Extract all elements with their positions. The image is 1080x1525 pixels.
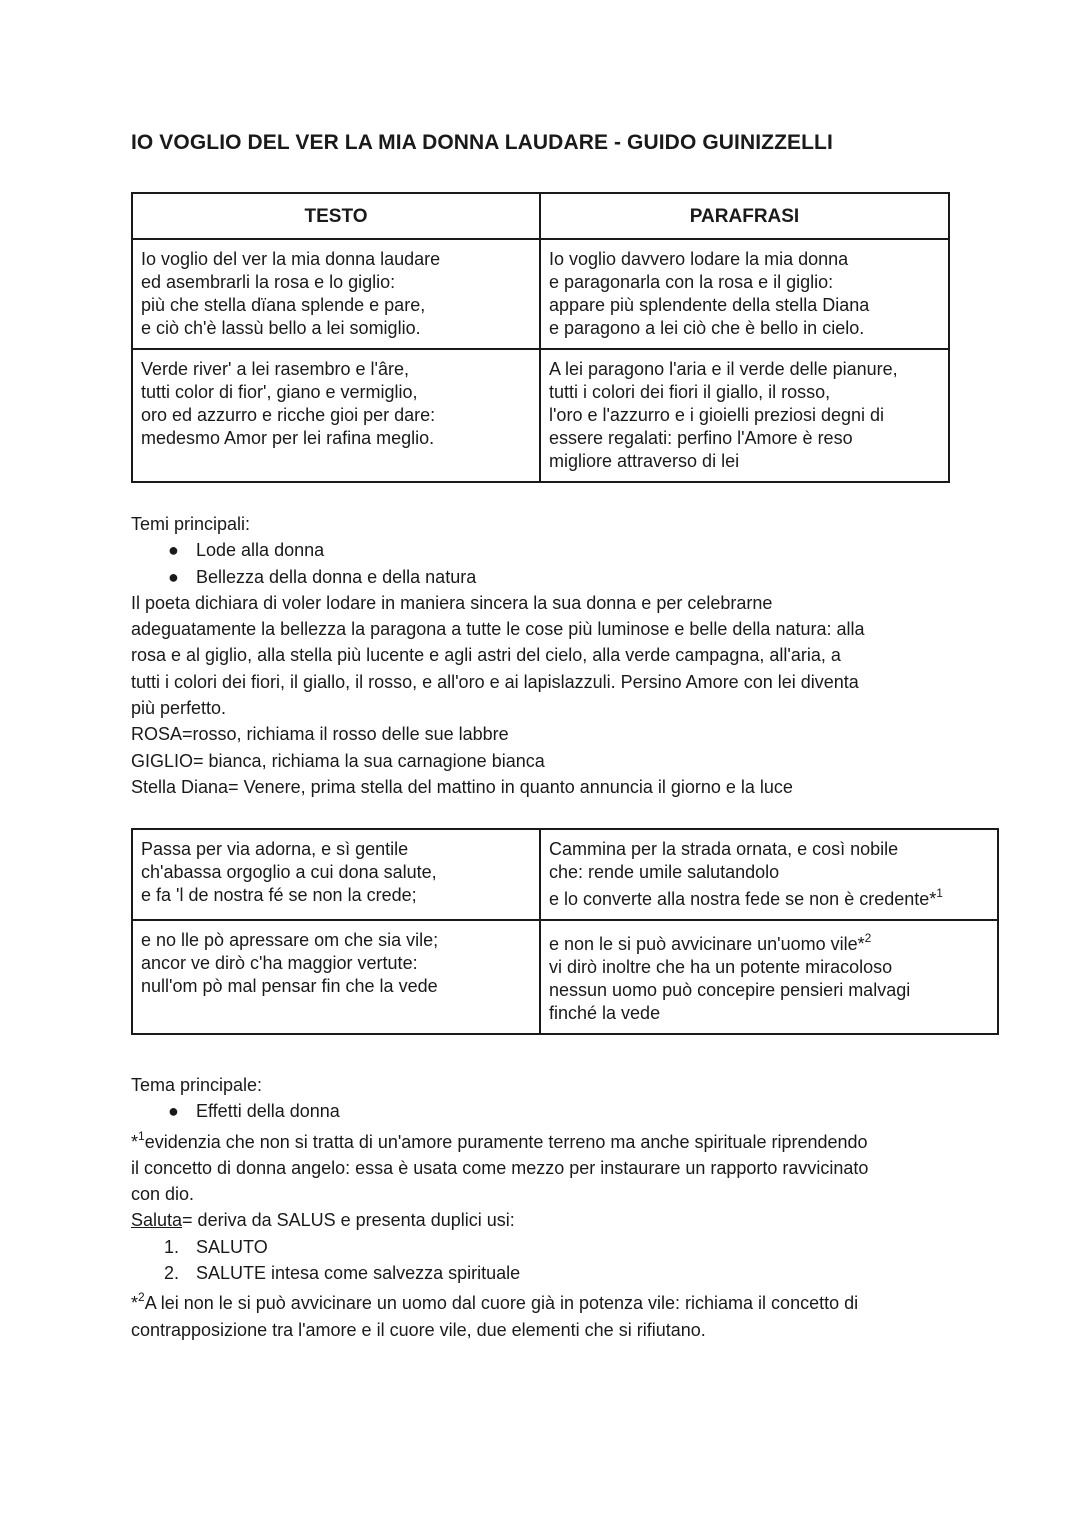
verse-line: Io voglio del ver la mia donna laudare: [141, 249, 441, 269]
paraphrase-line: Io voglio davvero lodare la mia donna: [549, 249, 849, 269]
footnote-2-line: contrapposizione tra l'amore e il cuore vile, due elementi che si rifiutano.: [131, 1319, 706, 1340]
paraphrase-line-footnoted: [549, 933, 989, 956]
verse-line: medesmo Amor per lei rafina meglio.: [141, 428, 435, 448]
numbered-list: [131, 1234, 971, 1287]
parafrasi-cell: [540, 920, 998, 1034]
footnote-number: 2: [138, 1290, 145, 1305]
list-number: 2.: [164, 1263, 180, 1284]
verse-line: ancor ve dirò c'ha maggior vertute:: [141, 953, 418, 973]
parafrasi-cell: [540, 349, 949, 482]
column-header-parafrasi: PARAFRASI: [540, 193, 949, 239]
footnote-text: evidenzia che non si tratta di un'amore puramente terreno ma anche spirituale riprendendo: [144, 1131, 868, 1152]
testo-cell: [132, 920, 540, 1034]
paraphrase-line: A lei paragono l'aria e il verde delle pianure,: [549, 359, 898, 379]
column-header-testo: TESTO: [132, 193, 540, 239]
poem-table-2: [131, 828, 999, 1035]
footnote-ref: 2: [864, 931, 872, 945]
paraphrase-line: l'oro e l'azzurro e i gioielli preziosi degni di: [549, 405, 885, 425]
paraphrase-line: Cammina per la strada ornata, e così nobile: [549, 839, 899, 859]
list-item-text: Effetti della donna: [196, 1101, 340, 1122]
section-themes: [131, 511, 971, 800]
section-heading: Temi principali:: [131, 514, 251, 534]
paraphrase-line-footnoted: [549, 888, 989, 911]
paragraph-line: adeguatamente la bellezza la paragona a tutte le cose più luminose e belle della natura: alla: [131, 619, 865, 640]
verse-line: null'om pò mal pensar fin che la vede: [141, 976, 438, 996]
paragraph-line: Il poeta dichiara di voler lodare in maniera sincera la sua donna e per celebrarne: [131, 592, 773, 613]
verse-line: Passa per via adorna, e sì gentile: [141, 839, 409, 859]
table-row: [132, 829, 998, 920]
paraphrase-text: e lo converte alla nostra fede se non è credente*: [549, 889, 937, 909]
paraphrase-line: che: rende umile salutandolo: [549, 862, 780, 882]
verse-line: tutti color di fior', giano e vermiglio,: [141, 382, 418, 402]
list-item-text: SALUTE intesa come salvezza spirituale: [196, 1263, 521, 1284]
footnote-text: A lei non le si può avvicinare un uomo dal cuore già in potenza vile: richiama il concetto di: [144, 1293, 859, 1314]
bullet-icon: ●: [168, 540, 179, 561]
table-row: [132, 349, 949, 482]
list-number: 1.: [164, 1236, 180, 1257]
page-title: IO VOGLIO DEL VER LA MIA DONNA LAUDARE - GUIDO GUINIZZELLI: [131, 131, 833, 154]
list-item: [131, 1234, 971, 1260]
note-line: ROSA=rosso, richiama il rosso delle sue labbre: [131, 724, 509, 745]
verse-line: e fa 'l de nostra fé se non la crede;: [141, 885, 417, 905]
parafrasi-cell: [540, 829, 998, 920]
table-row: [132, 920, 998, 1034]
paraphrase-line: tutti i colori dei fiori il giallo, il rosso,: [549, 382, 831, 402]
bullet-icon: ●: [168, 1101, 179, 1122]
note-line: Stella Diana= Venere, prima stella del mattino in quanto annuncia il giorno e la luce: [131, 776, 793, 797]
bullet-icon: ●: [168, 566, 179, 587]
poem-table-1: [131, 192, 950, 483]
table-row: [132, 239, 949, 349]
testo-cell: [132, 349, 540, 482]
footnote-1-line: con dio.: [131, 1184, 195, 1205]
list-item-text: Bellezza della donna e della natura: [196, 566, 477, 587]
paraphrase-line: migliore attraverso di lei: [549, 451, 740, 471]
verse-line: ed asembrarli la rosa e lo giglio:: [141, 272, 396, 292]
saluta-definition: [131, 1207, 971, 1233]
paragraph-line: rosa e al giglio, alla stella più lucente e agli astri del cielo, alla verde campagna, all'aria, a: [131, 645, 841, 666]
paraphrase-line: essere regalati: perfino l'Amore è reso: [549, 428, 853, 448]
paraphrase-line: vi dirò inoltre che ha un potente miracoloso: [549, 957, 893, 977]
list-item: [131, 1260, 971, 1286]
bullet-list: [131, 1098, 971, 1124]
paraphrase-line: appare più splendente della stella Diana: [549, 295, 870, 315]
list-item-text: Lode alla donna: [196, 540, 325, 561]
note-line: GIGLIO= bianca, richiama la sua carnagione bianca: [131, 750, 545, 771]
footnote-mark: *: [131, 1131, 139, 1152]
list-item-text: SALUTO: [196, 1236, 268, 1257]
verse-line: ch'abassa orgoglio a cui dona salute,: [141, 862, 437, 882]
paraphrase-text: e non le si può avvicinare un'uomo vile*: [549, 934, 865, 954]
testo-cell: [132, 829, 540, 920]
testo-cell: [132, 239, 540, 349]
list-item: [131, 1098, 971, 1124]
paraphrase-line: nessun uomo può concepire pensieri malvagi: [549, 980, 911, 1000]
paragraph-line: più perfetto.: [131, 698, 227, 719]
bullet-list: [131, 537, 971, 590]
footnote-number: 1: [138, 1128, 145, 1143]
paraphrase-line: finché la vede: [549, 1003, 661, 1023]
parafrasi-cell: [540, 239, 949, 349]
list-item: [131, 564, 971, 590]
footnote-ref: 1: [936, 886, 943, 900]
footnote-1-line: il concetto di donna angelo: essa è usata come mezzo per instaurare un rapporto ravvicinato: [131, 1157, 869, 1178]
verse-line: e ciò ch'è lassù bello a lei somiglio.: [141, 318, 421, 338]
verse-line: oro ed azzurro e ricche gioi per dare:: [141, 405, 436, 425]
paraphrase-line: e paragonarla con la rosa e il giglio:: [549, 272, 834, 292]
verse-line: più che stella dïana splende e pare,: [141, 295, 426, 315]
paraphrase-line: e paragono a lei ciò che è bello in cielo.: [549, 318, 865, 338]
paragraph-line: tutti i colori dei fiori, il giallo, il rosso, e all'oro e ai lapislazzuli. Persino Amore con lei diventa: [131, 671, 859, 692]
list-item: [131, 537, 971, 563]
section-heading: Tema principale:: [131, 1075, 263, 1095]
section-effects: [131, 1072, 971, 1343]
saluta-definition-text: = deriva da SALUS e presenta duplici usi:: [182, 1210, 515, 1231]
verse-line: e no lle pò apressare om che sia vile;: [141, 930, 439, 950]
footnote-mark: *: [131, 1293, 139, 1314]
footnote-2-line: [131, 1290, 971, 1316]
footnote-1-line: [131, 1129, 971, 1155]
saluta-term: Saluta: [131, 1210, 183, 1231]
verse-line: Verde river' a lei rasembro e l'âre,: [141, 359, 409, 379]
